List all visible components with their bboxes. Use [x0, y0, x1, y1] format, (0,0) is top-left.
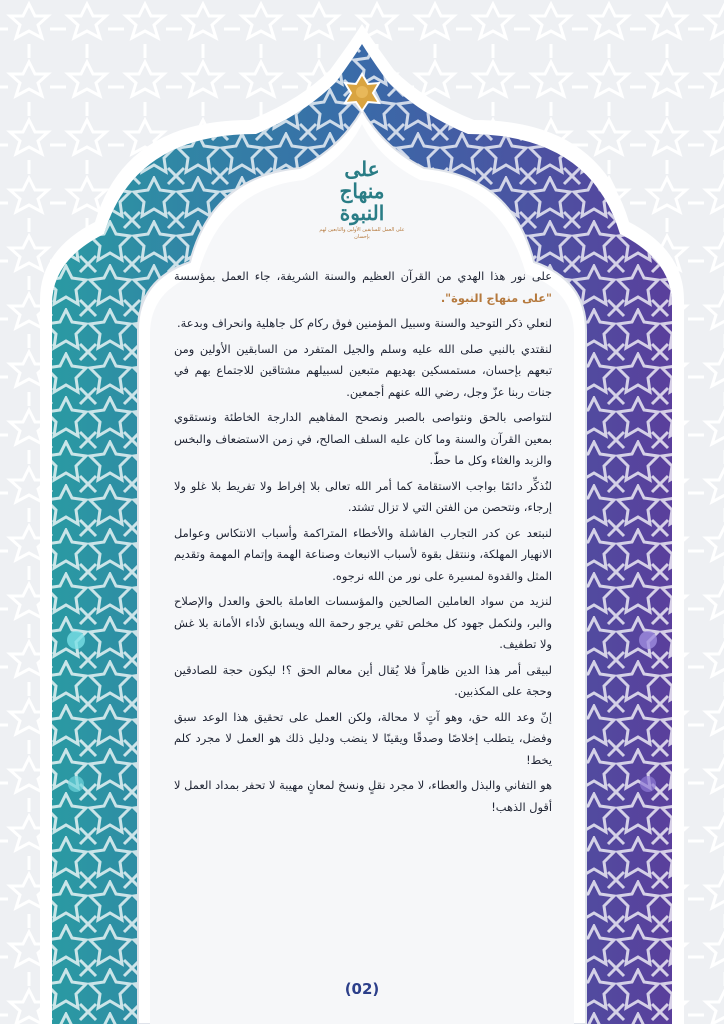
paragraph-3: لنقتدي بالنبي صلى الله عليه وسلم والجيل المتفرد من السابقين الأولين ومن تبعهم بإحسان، مستمسكين بهديهم متبعين لسبيلهم مشتاقين للاجتماع بهم في جنات ربنا عزّ وجل، رضي الله عنهم أجمعين.: [174, 341, 552, 399]
logo-tagline: على العمل للسابقين الأولين والتابعين لهم بإحسان: [319, 227, 405, 240]
logo-line-2: منهاج: [339, 179, 385, 203]
paragraph-5: لنُذكِّر دائمًا بواجب الاستقامة كما أمر الله تعالى بلا إفراط ولا تفريط بلا غلو ولا إرجاء، ونتحصن من الفتن التي لا تزال تشتد.: [174, 478, 552, 514]
paragraph-7: لنزيد من سواد العاملين الصالحين والمؤسسات العاملة بالحق والعدل والإصلاح والبر، ولنكمل جهود كل مخلص تقي يرجو رحمة الله ويسابق لأداء الأمانة بلا غش ولا تطفيف.: [174, 594, 552, 651]
paragraph-6: لنبتعد عن كدر التجارب الفاشلة والأخطاء المتراكمة وأسباب الانتكاس وعوامل الانهيار المهلكة، وننتقل بقوة لأسباب الانبعاث وصناعة الهمة وإتمام المهمة وتقديم المثل والقدوة لمسيرة على نور من الله نرجوه.: [174, 525, 552, 583]
paragraph-9: إنّ وعد الله حق، وهو آتٍ لا محالة، ولكن العمل على تحقيق هذا الوعد سبق وفضل، يتطلب إخلاصًا وصدقًا ويقينًا لا ينضب ودليل ذلك هو العمل لا مجرد كلم يخط!: [174, 709, 552, 767]
paragraph-1: [174, 266, 552, 309]
paragraph-1-text: على نور هذا الهدي من القرآن العظيم والسنة الشريفة، جاء العمل بمؤسسة: [174, 269, 552, 283]
logo: [318, 158, 406, 241]
logo-line-3: النبوة: [339, 201, 385, 225]
paragraph-2: لنعلي ذكر التوحيد والسنة وسبيل المؤمنين فوق ركام كل جاهلية وانحراف وبدعة.: [177, 316, 552, 330]
paragraph-8: لبيقى أمر هذا الدين ظاهراً فلا يُقال أين معالم الحق ؟! ليكون حجة للصادقين وحجة على المكذبين.: [174, 662, 552, 698]
foundation-name: "على منهاج النبوة".: [440, 290, 552, 305]
paragraph-4: لنتواصى بالحق ونتواصى بالصبر ونصحح المفاهيم الدارجة الخاطئة ونستقوي بمعين القرآن والسنة وما كان عليه السلف الصالح، في زمن الاستضعاف والبخس والزبد والغثاء وكل ما حطّ.: [174, 410, 552, 467]
logo-line-1: على: [344, 157, 380, 181]
page-number: (02): [344, 980, 380, 998]
paragraph-10: هو التفاني والبذل والعطاء، لا مجرد نقلٍ ونسخ لمعانٍ مهيبة لا تحفر بمداد العمل لا أقول الذهب!: [174, 778, 552, 814]
body-text: [174, 266, 552, 822]
